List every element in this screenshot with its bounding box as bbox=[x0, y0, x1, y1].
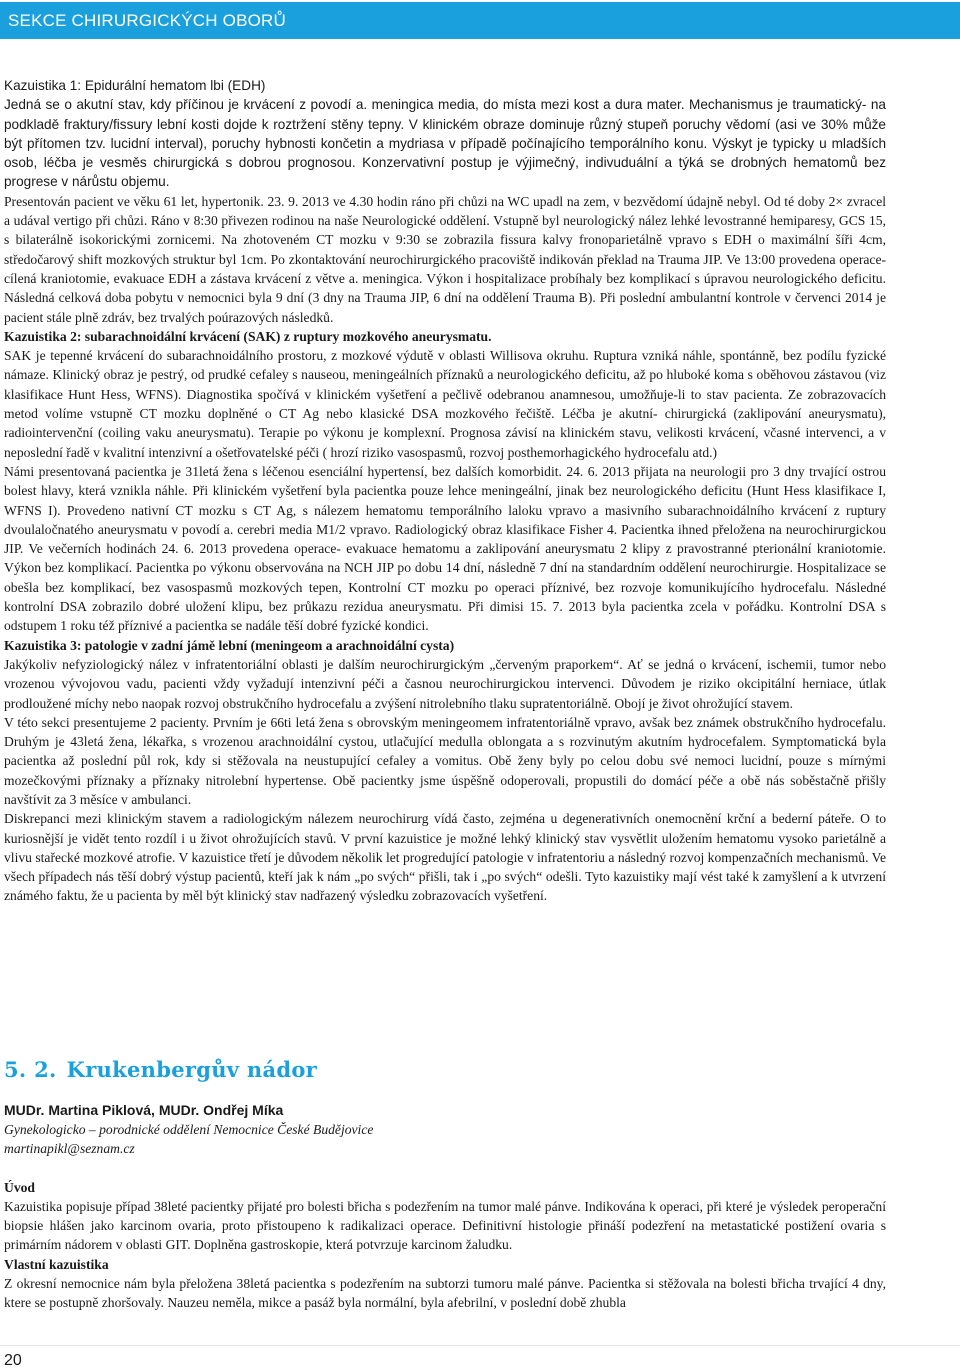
case1-heading: Kazuistika 1: Epidurální hematom lbi (EDH) bbox=[4, 78, 266, 93]
spacer bbox=[4, 1159, 886, 1178]
intro-text: Kazuistika popisuje případ 38leté pacientky přijaté pro bolesti břicha s podezřením na tumor malé pánve. Indikována k operaci, při které je výsledek peroperační biopsie hlášen jako karcinom ovaria, proto přistoupeno k radikalizaci operace. Definitivní histologie přináší podezření na metastatické postižení ovaria s primárním nádorem v oblasti GIT. Doplněna gastroskopie, která potvrzuje karcinom žaludku. bbox=[4, 1198, 886, 1253]
case3-heading: Kazuistika 3: patologie v zadní jámě lební (meningeom a arachnoidální cysta) bbox=[4, 637, 455, 653]
case2-paragraph-2: Námi presentovaná pacientka je 31letá žena s léčenou esenciální hypertensí, bez dalších komorbidit. 24. 6. 2013 přijata na neurologii pro 3 dny trvající ostrou bolest hlavy, která vznikla náhle. Při klinickém vyšetření byla pacientka pouze lehce meningeální, jinak bez neurologického deficitu (Hunt Hess klasifikace I, WFNS I). Provedeno nativní CT mozku s CT Ag, s nálezem hematomu temporálního laloku vpravo a masivního subarachnoidálního krvácení z ruptury dvoulaločnatého aneurysmatu v povodí a. cerebri media M1/2 vpravo. Radiologický obraz klasifikace Fisher 4. Pacientka ihned přeložena na neurochirurgickou JIP. Ve večerních hodinách 24. 6. 2013 provedena operace- evakuace hematomu a zaklipování aneurysmatu 2 klipy z pravostranné pterionální kraniotomie. Výkon bez komplikací. Pacientka po výkonu observována na NCH JIP po dobu 14 dní, následně 7 dní na standardním oddělení neurochirurgie. Hospitalizace se obešla bez komplikací, bez vasospasmů mozkových tepen, Kontrolní CT mozku po operaci příznivé, bez rozvoje komunikujícího hydrocefalu. Následné kontrolní DSA zobrazilo dobré uložení klipu, bez průkazu rezidua aneurysmatu. Při dimisi 15. 7. 2013 byla pacientka zcela v pořádku. Kontrolní DSA s odstupem 1 roku též příznivé a pacientka se nadále těší dobré fyzické kondici. bbox=[4, 463, 886, 634]
section-header: SEKCE CHIRURGICKÝCH OBORŮ bbox=[0, 2, 960, 39]
case1-paragraph-1: Jedná se o akutní stav, kdy příčinou je krvácení z povodí a. meningica media, do místa mezi kost a dura mater. Mechanismus je traumatický- na podkladě fraktury/fissury lební kosti dojde k roztržení stěny tepny. V klinickém obraze dominuje různý stupeň poruchy vědomí (asi ve 30% může být přítomen tzv. lucidní interval), poruchy hybnosti končetin a mydriasa v případě počínajícího temporálního konu. Výskyt je typicky u mladších osob, léčba je vesměs chirurgická s dobrou prognosou. Konzervativní postup je výjimečný, indivuduální a týká se drobných hematomů bez progrese v nárůstu objemu. bbox=[4, 97, 886, 190]
section-title bbox=[4, 1057, 604, 1082]
authors: MUDr. Martina Piklová, MUDr. Ondřej Míka bbox=[4, 1102, 284, 1118]
section-title-text: Krukenbergův nádor bbox=[66, 1057, 318, 1082]
intro-heading: Úvod bbox=[4, 1179, 35, 1195]
page-number: 20 bbox=[4, 1352, 22, 1369]
case2-heading: Kazuistika 2: subarachnoidální krvácení (SAK) z ruptury mozkového aneurysmatu. bbox=[4, 328, 492, 344]
article-body bbox=[4, 76, 886, 906]
case-heading: Vlastní kazuistika bbox=[4, 1256, 109, 1272]
case2-paragraph-1: SAK je tepenné krvácení do subarachnoidálního prostoru, z mozkové výdutě v oblasti Willisova okruhu. Ruptura vzniká náhle, spontánně, bez podílu fyzické námaze. Klinický obraz je pestrý, od prudké cefaley s nauseou, meningeálních příznaků a neurologického deficitu, až po hluboké koma s oběhovou zástavou (viz klasifikace Hunt Hess, WFNS). Diagnostika spočívá v klinickém vyšetření a pečlivě odebranou anamnesou, umožňuje-li to stav pacienta. Ze zobrazovacích metod volíme vstupně CT mozku doplněné o CT Ag nebo klasické DSA mozkového řečiště. Léčba je akutní- chirurgická (zaklipování aneurysmatu), radiointervenční (coiling vaku aneurysmatu). Terapie po výkonu je komplexní. Prognosa závisí na klinickém stavu, velikosti krvácení, včasné intervenci, a v neposlední řadě v kvalitní intenzivní a ošetřovatelské péči ( hrozí riziko vasospasmů, rozvoj posthemorhagického hydrocefalu atd.) bbox=[4, 348, 886, 460]
case-text: Z okresní nemocnice nám byla přeložena 38letá pacientka s podezřením na subtorzi tumoru malé pánve. Pacientka si stěžovala na bolesti břicha trvající 4 dny, ktere se postupně zhoršovaly. Nauzeu neměla, mikce a pasáž byla normální, byla afebrilní, v poslední době zhubla bbox=[4, 1276, 886, 1311]
affiliation: Gynekologicko – porodnické oddělení Nemocnice České Budějovice bbox=[4, 1122, 374, 1137]
email: martinapikl@seznam.cz bbox=[4, 1141, 135, 1157]
section-body bbox=[4, 1100, 886, 1313]
case3-paragraph-2: V této sekci presentujeme 2 pacienty. Prvním je 66ti letá žena s obrovským meningeomem infratentoriálně vpravo, avšak bez známek obstrukčního hydrocefalu. Druhým je 43letá žena, lékařka, s vrozenou arachnoidální cystou, utlačující medulla oblongata a s rozvinutým akutním hydrocefalem. Symptomatická byla pacientka až poslední půl rok, kdy si stěžovala na neustupující cefaley a vomitus. Obě ženy byly po celou dobu své nemoci lucidní, pouze s mírnými mozečkovými příznaky a příznaky nitrolební hypertense. Obě pacientky jsme úspěšně odoperovali, propustili do domácí péče a obě nás soběstačně přišly navštívit za 3 měsíce v ambulanci. bbox=[4, 714, 886, 807]
case1-paragraph-2: Presentován pacient ve věku 61 let, hypertonik. 23. 9. 2013 ve 4.30 hodin ráno při chůzi na WC upadl na zem, v bezvědomí údajně nebyl. Od té doby 2× zvracel a udával vertigo při chůzi. Ráno v 8:30 přivezen rodinou na naše Neurologické oddělení. Vstupně byl neurologický nález lehké levostranné hemiparesy, GCS 15, s bilaterálně isokorickými zornicemi. Na zhotoveném CT mozku v 9:30 se zobrazila fissura kalvy fronoparietálně vpravo s EDH o maximální šíři 4cm, středočarový shift mozkových struktur byl 1cm. Po zkontaktování neurochirurgického pracoviště indikován překlad na Trauma JIP. Ve 13:00 provedena operace- cílená kraniotomie, evakuace EDH a zástava krvácení z větve a. meningica. Výkon i hospitalizace probíhaly bez komplikací s úpravou neurologického deficitu. Následná celková doba pobytu v nemocnici byla 9 dní (3 dny na Trauma JIP, 6 dní na oddělení Trauma B). Při poslední ambulantní kontrole v červenci 2014 je pacient stále plně zdráv, bez trvalých poúrazových následků. bbox=[4, 193, 886, 325]
case3-paragraph-3: Diskrepanci mezi klinickým stavem a radiologickým nálezem neurochirurg vídá často, zejména u degenerativních onemocnění krční a bederní páteře. O to kuriosnější je vidět tento rozdíl i u život ohrožujících stavů. V první kazuistice je možné lehký klinický stav vysvětlit uložením hematomu vysoko parietálně a vlivu stařecké mozkové atrofie. V kazuistice třetí je důvodem několik let progredující patologie v infratentoriu a následný rozvoj kompenzačních mechanismů. Ve všech případech nás těší dobrý výstup pacientů, kteří jak k nám „po svých“ přišli, tak i „po svých“ odešli. Tyto kazuistiky mají vést také k zamyšlení a k utvrzení známého faktu, že u pacienta by měl být klinický stav nadřazený výsledku zobrazovacích vyšetření. bbox=[4, 811, 886, 904]
footer-divider bbox=[0, 1345, 960, 1346]
case3-paragraph-1: Jakýkoliv nefyziologický nález v infratentoriální oblasti je dalším neurochirurgickým „červeným praporkem“. Ať se jedná o krvácení, ischemii, tumor nebo vrozenou vývojovou vadu, pacienti vždy vyžadují intenzivní péči a časnou neurochirurgickou intervenci. Důvodem je riziko okcipitální herniace, útlak prodloužené míchy nebo naopak rozvoj obstrukčního hydrocefalu a zvýšení nitrolebního tlaku supratentoriálně. Obojí je život ohrožující stavem. bbox=[4, 656, 886, 711]
section-number: 5. 2. bbox=[4, 1057, 57, 1082]
